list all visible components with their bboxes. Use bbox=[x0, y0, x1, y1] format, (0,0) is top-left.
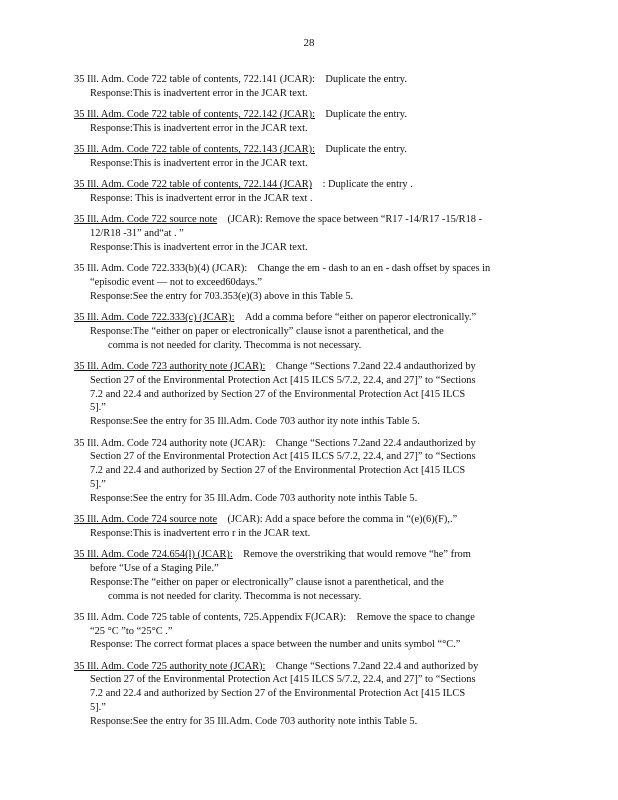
response-line: Response:See the entry for 703.353(e)(3) above in this Table 5. bbox=[90, 290, 354, 302]
comment-text: (JCAR): Remove the space between “R17 -14/R17 -15/R18 - bbox=[227, 214, 483, 226]
comment-continuation: “episodic event — not to exceed60days.” bbox=[90, 277, 262, 289]
comment-text: Add a comma before “either on paperor electronically.” bbox=[244, 312, 477, 324]
comment-text: Change “Sections 7.2and 22.4 andauthorized by bbox=[275, 361, 476, 373]
response-continuation: comma is not needed for clarity. Thecomma is not necessary. bbox=[108, 590, 362, 602]
response-line: Response: The correct format places a space between the number and units symbol “°C.” bbox=[90, 639, 461, 651]
page-number: 28 bbox=[303, 37, 315, 49]
comment-line bbox=[74, 213, 539, 227]
comment-text: Remove the overstriking that would remove “he” from bbox=[243, 549, 471, 561]
comment-text: Change the em - dash to an en - dash offset by spaces in bbox=[257, 263, 491, 275]
response-line: Response:See the entry for 35 Ill.Adm. Code 703 author ity note inthis Table 5. bbox=[90, 416, 420, 428]
response-line: Response:See the entry for 35 Ill.Adm. Code 703 authority note inthis Table 5. bbox=[90, 715, 418, 727]
citation: 35 Ill. Adm. Code 723 authority note (JCAR): bbox=[74, 361, 266, 373]
response-line: Response:See the entry for 35 Ill.Adm. Code 703 authority note inthis Table 5. bbox=[90, 492, 418, 504]
comment-entry bbox=[74, 548, 539, 603]
comment-entry bbox=[74, 73, 539, 101]
comment-entry bbox=[74, 143, 539, 171]
comment-text: (JCAR): Add a space before the comma in “(e)(6)(F),.” bbox=[227, 514, 458, 526]
citation: 35 Ill. Adm. Code 722 table of contents, 722.142 (JCAR): bbox=[74, 109, 315, 121]
comment-line bbox=[74, 660, 539, 674]
response-line: Response:This is inadvertent error in the JCAR text. bbox=[90, 122, 308, 134]
comment-text: : Duplicate the entry . bbox=[322, 179, 413, 191]
comment-continuation: Section 27 of the Environmental Protection Act [415 ILCS 5/7.2, 22.4, and 27]” to “Sections bbox=[90, 674, 476, 686]
citation: 35 Ill. Adm. Code 724 authority note (JCAR): bbox=[74, 437, 266, 449]
comment-line bbox=[74, 311, 539, 325]
citation: 35 Ill. Adm. Code 724.654(l) (JCAR): bbox=[74, 549, 233, 561]
citation: 35 Ill. Adm. Code 722 table of contents, 722.143 (JCAR): bbox=[74, 144, 315, 156]
comment-continuation: Section 27 of the Environmental Protection Act [415 ILCS 5/7.2, 22.4, and 27]” to “Sections bbox=[90, 451, 476, 463]
response-line: Response:This is inadvertent error in the JCAR text. bbox=[90, 157, 308, 169]
comment-text: Duplicate the entry. bbox=[325, 144, 407, 156]
comment-entry bbox=[74, 513, 539, 541]
comment-continuation: 7.2 and 22.4 and authorized by Section 27 of the Environmental Protection Act [415 ILCS bbox=[90, 688, 466, 700]
comment-entry bbox=[74, 611, 539, 652]
response-line: Response:This is inadvertent error in the JCAR text. bbox=[90, 87, 308, 99]
comment-continuation: 5].” bbox=[90, 402, 106, 414]
comment-entry bbox=[74, 213, 539, 254]
comment-continuation: Section 27 of the Environmental Protection Act [415 ILCS 5/7.2, 22.4, and 27]” to “Sections bbox=[90, 374, 476, 386]
comment-entry bbox=[74, 437, 539, 506]
response-line: Response:This is inadvertent error in the JCAR text. bbox=[90, 241, 308, 253]
comment-text: Duplicate the entry. bbox=[325, 74, 407, 85]
comment-entry bbox=[74, 108, 539, 136]
citation: 35 Ill. Adm. Code 725 authority note (JCAR): bbox=[74, 660, 266, 672]
comment-continuation: 5].” bbox=[90, 478, 106, 490]
comment-line bbox=[74, 513, 539, 527]
comment-continuation: 7.2 and 22.4 and authorized by Section 27 of the Environmental Protection Act [415 ILCS bbox=[90, 465, 466, 477]
comment-entry bbox=[74, 311, 539, 352]
comment-line bbox=[74, 437, 539, 451]
comment-entry bbox=[74, 360, 539, 429]
citation: 35 Ill. Adm. Code 722.333(b)(4) (JCAR): bbox=[74, 263, 248, 275]
response-line: Response:This is inadvertent erro r in the JCAR text. bbox=[90, 527, 311, 539]
comment-continuation: 12/R18 -31” and“at . ” bbox=[90, 228, 184, 240]
citation: 35 Ill. Adm. Code 722 table of contents, 722.144 (JCAR) bbox=[74, 179, 313, 191]
comment-entry bbox=[74, 178, 539, 206]
citation: 35 Ill. Adm. Code 724 source note bbox=[74, 514, 218, 526]
comment-line bbox=[74, 360, 539, 374]
comment-text: Change “Sections 7.2and 22.4 and authorized by bbox=[275, 660, 479, 672]
comment-line bbox=[74, 178, 539, 192]
comment-line bbox=[74, 108, 539, 122]
comment-line bbox=[74, 262, 539, 276]
comment-entries bbox=[74, 73, 539, 736]
comment-continuation: “25 °C ”to “25°C .” bbox=[90, 625, 173, 637]
response-line: Response:The “either on paper or electronically” clause isnot a parenthetical, and the bbox=[90, 325, 444, 337]
comment-line bbox=[74, 143, 539, 157]
comment-line bbox=[74, 73, 539, 87]
comment-entry bbox=[74, 660, 539, 729]
response-line: Response: This is inadvertent error in the JCAR text . bbox=[90, 193, 313, 205]
comment-entry bbox=[74, 262, 539, 303]
citation: 35 Ill. Adm. Code 722.333(c) (JCAR): bbox=[74, 312, 235, 324]
comment-continuation: 7.2 and 22.4 and authorized by Section 27 of the Environmental Protection Act [415 ILCS bbox=[90, 388, 466, 400]
comment-text: Duplicate the entry. bbox=[325, 109, 407, 121]
comment-line bbox=[74, 611, 539, 625]
comment-line bbox=[74, 548, 539, 562]
citation: 35 Ill. Adm. Code 722 source note bbox=[74, 214, 218, 226]
comment-continuation: 5].” bbox=[90, 702, 106, 714]
comment-text: Remove the space to change bbox=[356, 611, 475, 623]
citation: 35 Ill. Adm. Code 725 table of contents, 725.Appendix F(JCAR): bbox=[74, 611, 347, 623]
citation: 35 Ill. Adm. Code 722 table of contents, 722.141 (JCAR): bbox=[74, 74, 315, 85]
comment-continuation: before “Use of a Staging Pile.” bbox=[90, 562, 219, 574]
response-line: Response:The “either on paper or electronically” clause isnot a parenthetical, and the bbox=[90, 576, 444, 588]
comment-text: Change “Sections 7.2and 22.4 andauthorized by bbox=[275, 437, 476, 449]
response-continuation: comma is not needed for clarity. Thecomma is not necessary. bbox=[108, 339, 362, 351]
